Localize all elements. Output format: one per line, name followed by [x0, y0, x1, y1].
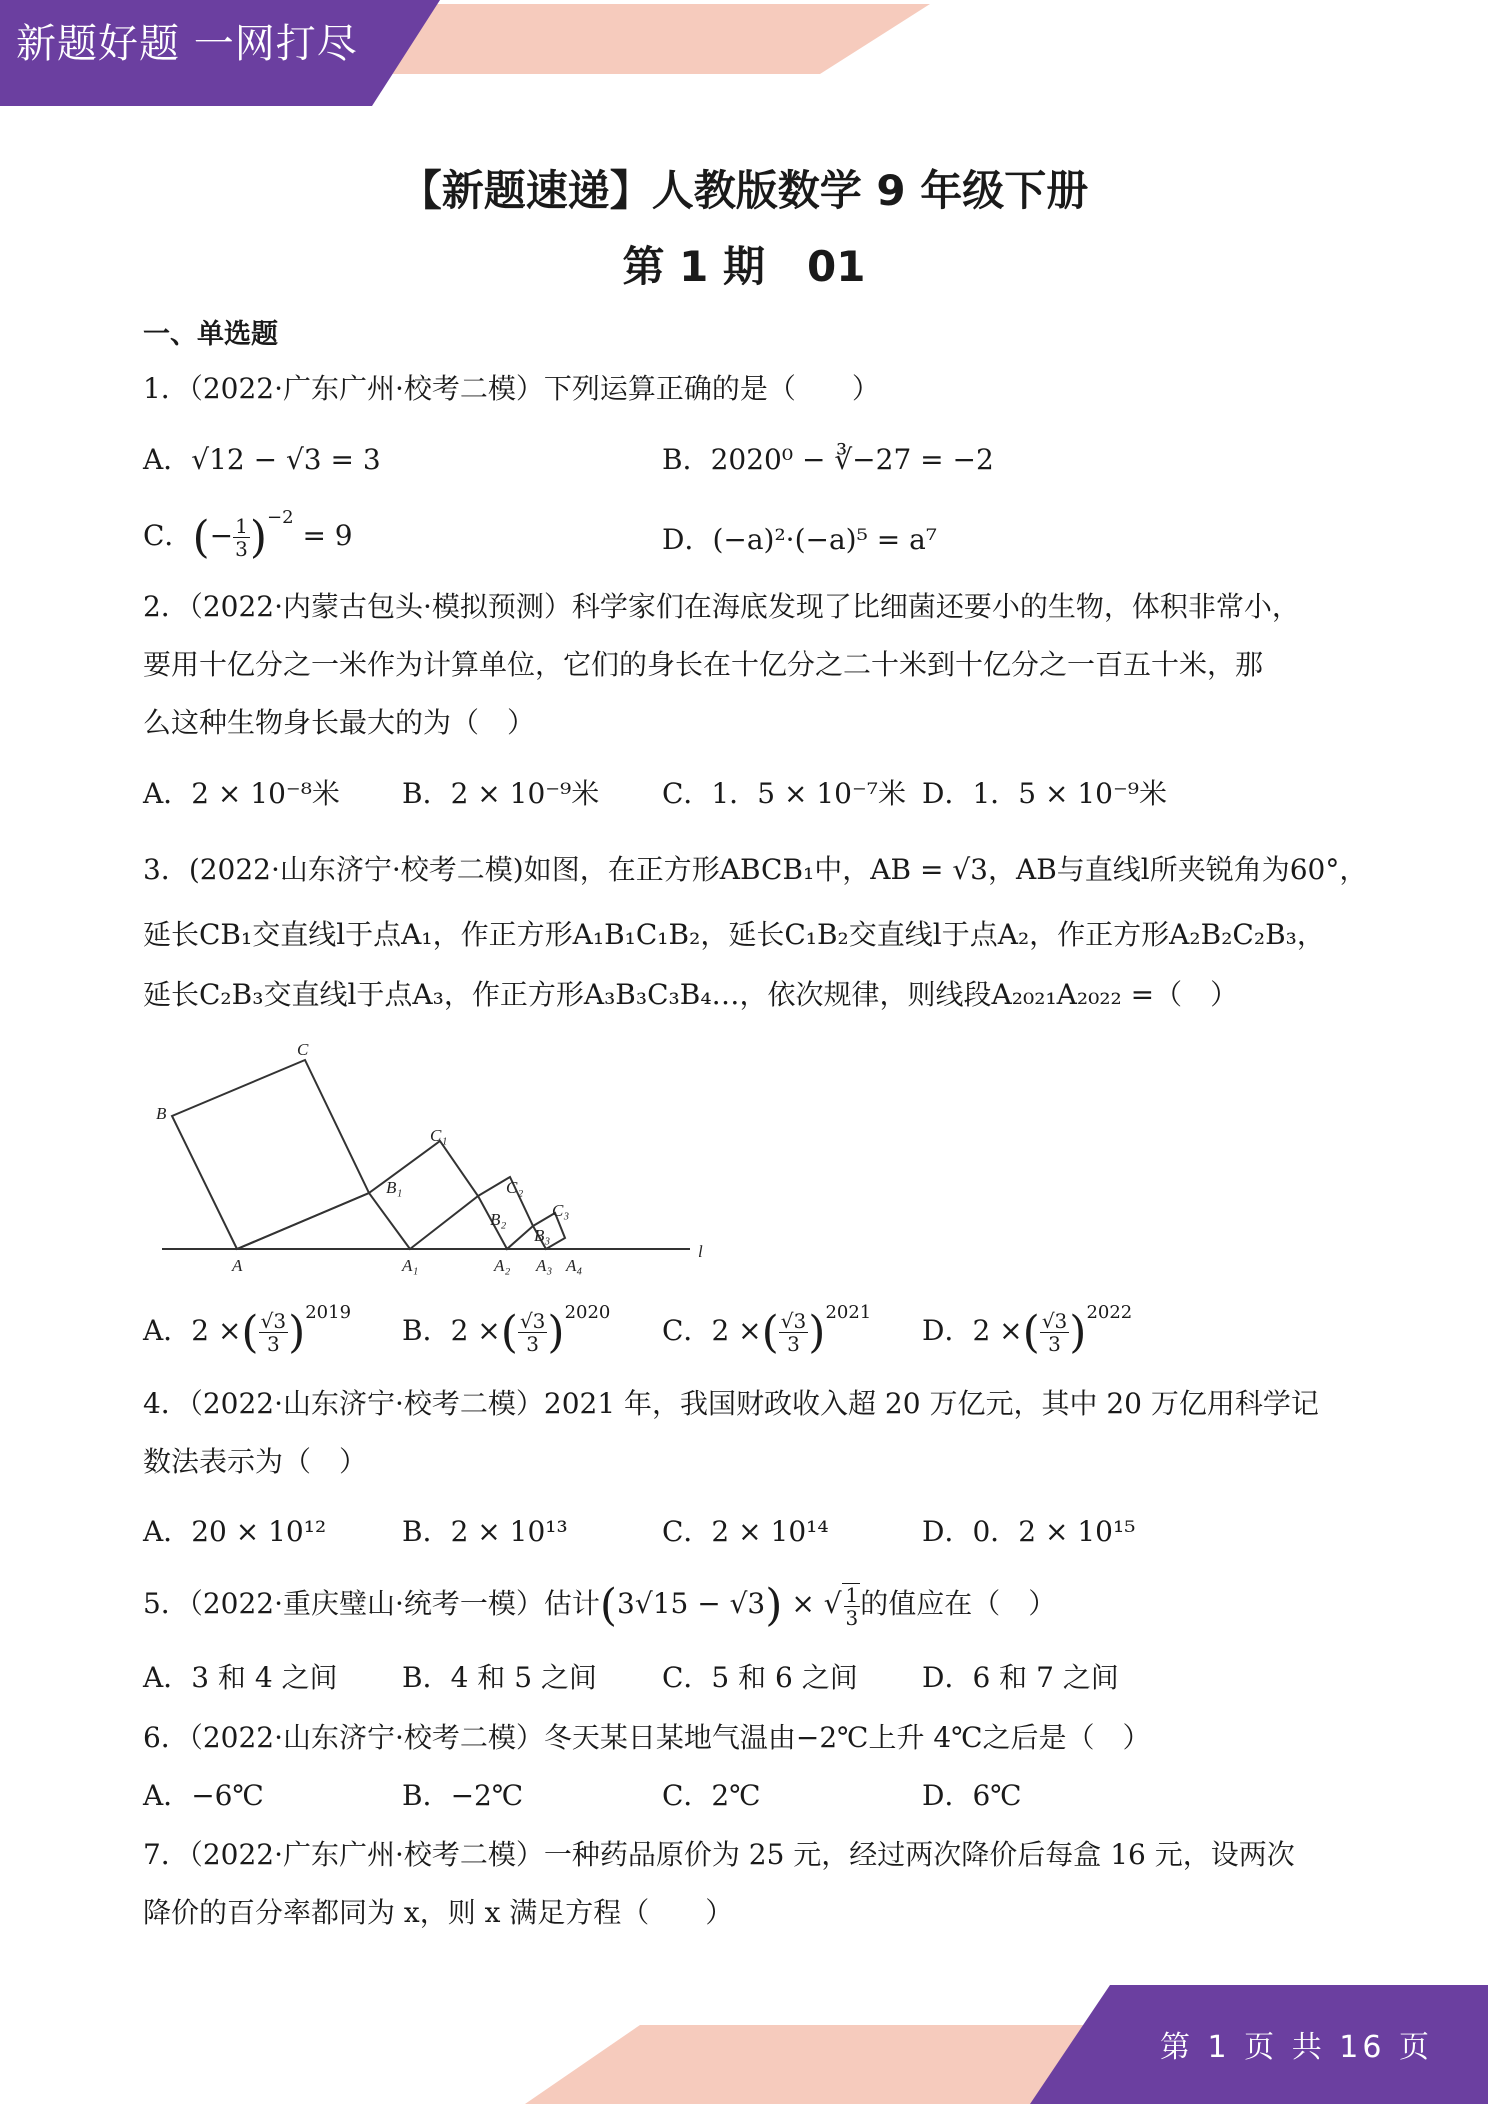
q7-stem-line-1: 7．（2022·广东广州·校考二模）一种药品原价为 25 元，经过两次降价后每盒 16 元，设两次: [143, 1838, 1295, 1871]
q4-option-d: D．0．2 × 10¹⁵: [922, 1515, 1136, 1548]
label-a3: A₃: [536, 1256, 553, 1275]
label-a4: A₄: [566, 1256, 583, 1275]
q4-option-c: C．2 × 10¹⁴: [662, 1515, 829, 1548]
q1-option-d: D．(−a)²·(−a)⁵ = a⁷: [662, 523, 937, 556]
q3-stem-line-2: 延长CB₁交直线l于点A₁，作正方形A₁B₁C₁B₂，延长C₁B₂交直线l于点A₂，作正方形A₂B₂C₂B₃，: [143, 918, 1325, 951]
q2-option-b: B．2 × 10⁻⁹米: [402, 777, 600, 810]
q1-option-c-tail: = 9: [302, 519, 353, 552]
label-c3: C₃: [552, 1201, 570, 1220]
q1-option-c-label: C．: [143, 519, 193, 552]
q3-option-c: C．2 ×( $\frac{√3}{3}$ )$^{2021}$: [662, 1302, 872, 1358]
q2-stem-line-2: 要用十亿分之一米作为计算单位，它们的身长在十亿分之二十米到十亿分之一百五十米，那: [143, 648, 1264, 681]
label-b: B: [156, 1104, 167, 1123]
q3-option-a: A．2 ×( $\frac{√3}{3}$ )$^{2019}$: [143, 1302, 352, 1358]
q1-option-c: C．(− $\frac{1}{3}$ )$^{-2}$ = 9: [143, 507, 353, 563]
label-b2: B₂: [490, 1210, 507, 1229]
label-a: A: [232, 1256, 243, 1275]
q6-stem: 6．（2022·山东济宁·校考二模）冬天某日某地气温由−2℃上升 4℃之后是（ ）: [143, 1721, 1151, 1754]
figure-diagonal: [237, 1193, 369, 1249]
page-number: 第 1 页 共 16 页: [1160, 2030, 1433, 2065]
q3-geometry-figure: [150, 1035, 730, 1275]
q3-option-b: B．2 ×( $\frac{√3}{3}$ )$^{2020}$: [402, 1302, 611, 1358]
q5-option-b: B．4 和 5 之间: [402, 1661, 597, 1694]
q5-stem: 5．（2022·重庆璧山·统考一模）估计(3√15 − √3) × √ $\frac{1}{3}$ 的值应在（ ）: [143, 1580, 1057, 1631]
q5-option-a: A．3 和 4 之间: [143, 1661, 338, 1694]
q2-option-a: A．2 × 10⁻⁸米: [143, 777, 340, 810]
q4-option-a: A．20 × 10¹²: [143, 1515, 327, 1548]
q6-option-a: A．−6℃: [143, 1779, 264, 1812]
q5-sqrt-fraction: $\frac{1}{3}$: [842, 1583, 861, 1629]
label-c2: C₂: [506, 1178, 524, 1197]
label-l: l: [698, 1242, 703, 1261]
q4-stem-line-2: 数法表示为（ ）: [143, 1445, 368, 1478]
q1-option-b: B．2020⁰ − ∛−27 = −2: [662, 443, 994, 476]
q4-stem-line-1: 4．（2022·山东济宁·校考二模）2021 年，我国财政收入超 20 万亿元，其中 20 万亿用科学记: [143, 1387, 1319, 1420]
q5-option-d: D．6 和 7 之间: [922, 1661, 1119, 1694]
q6-option-d: D．6℃: [922, 1779, 1022, 1812]
label-c1: C₁: [430, 1126, 448, 1145]
q1-option-c-fraction: $\frac{1}{3}$: [235, 514, 248, 561]
header-banner-text: 新题好题 一网打尽: [16, 21, 358, 67]
label-a2: A₂: [494, 1256, 511, 1275]
q6-option-b: B．−2℃: [402, 1779, 524, 1812]
label-c: C: [297, 1040, 309, 1059]
q3-stem-line-1: 3．(2022·山东济宁·校考二模)如图，在正方形ABCB₁中，AB = √3，AB与直线l所夹锐角为60°，: [143, 853, 1368, 886]
figure-square-1: [172, 1060, 369, 1249]
q7-stem-line-2: 降价的百分率都同为 x，则 x 满足方程（ ）: [143, 1896, 734, 1929]
q5-option-c: C．5 和 6 之间: [662, 1661, 858, 1694]
q2-option-d: D．1．5 × 10⁻⁹米: [922, 777, 1167, 810]
label-b3: B₃: [534, 1226, 551, 1245]
label-b1: B₁: [386, 1178, 403, 1197]
q1-option-a: A．√12 − √3 = 3: [143, 443, 381, 476]
q2-option-c: C．1．5 × 10⁻⁷米: [662, 777, 906, 810]
section-heading: 一、单选题: [143, 319, 278, 350]
q2-stem-line-1: 2．（2022·内蒙古包头·模拟预测）科学家们在海底发现了比细菌还要小的生物，体积非常小，: [143, 590, 1300, 623]
page-title: 【新题速递】人教版数学 9 年级下册: [399, 166, 1089, 215]
page-subtitle: 第 1 期 01: [622, 242, 866, 291]
q6-option-c: C．2℃: [662, 1779, 761, 1812]
label-a1: A₁: [402, 1256, 419, 1275]
q2-stem-line-3: 么这种生物身长最大的为（ ）: [143, 706, 536, 739]
q1-stem: 1．（2022·广东广州·校考二模）下列运算正确的是（ ）: [143, 372, 880, 405]
q4-option-b: B．2 × 10¹³: [402, 1515, 568, 1548]
q3-stem-line-3: 延长C₂B₃交直线l于点A₃，作正方形A₃B₃C₃B₄…，依次规律，则线段A₂₀₂₁A₂₀₂₂ =（ ）: [143, 978, 1239, 1011]
q3-option-d: D．2 ×( $\frac{√3}{3}$ )$^{2022}$: [922, 1302, 1133, 1358]
